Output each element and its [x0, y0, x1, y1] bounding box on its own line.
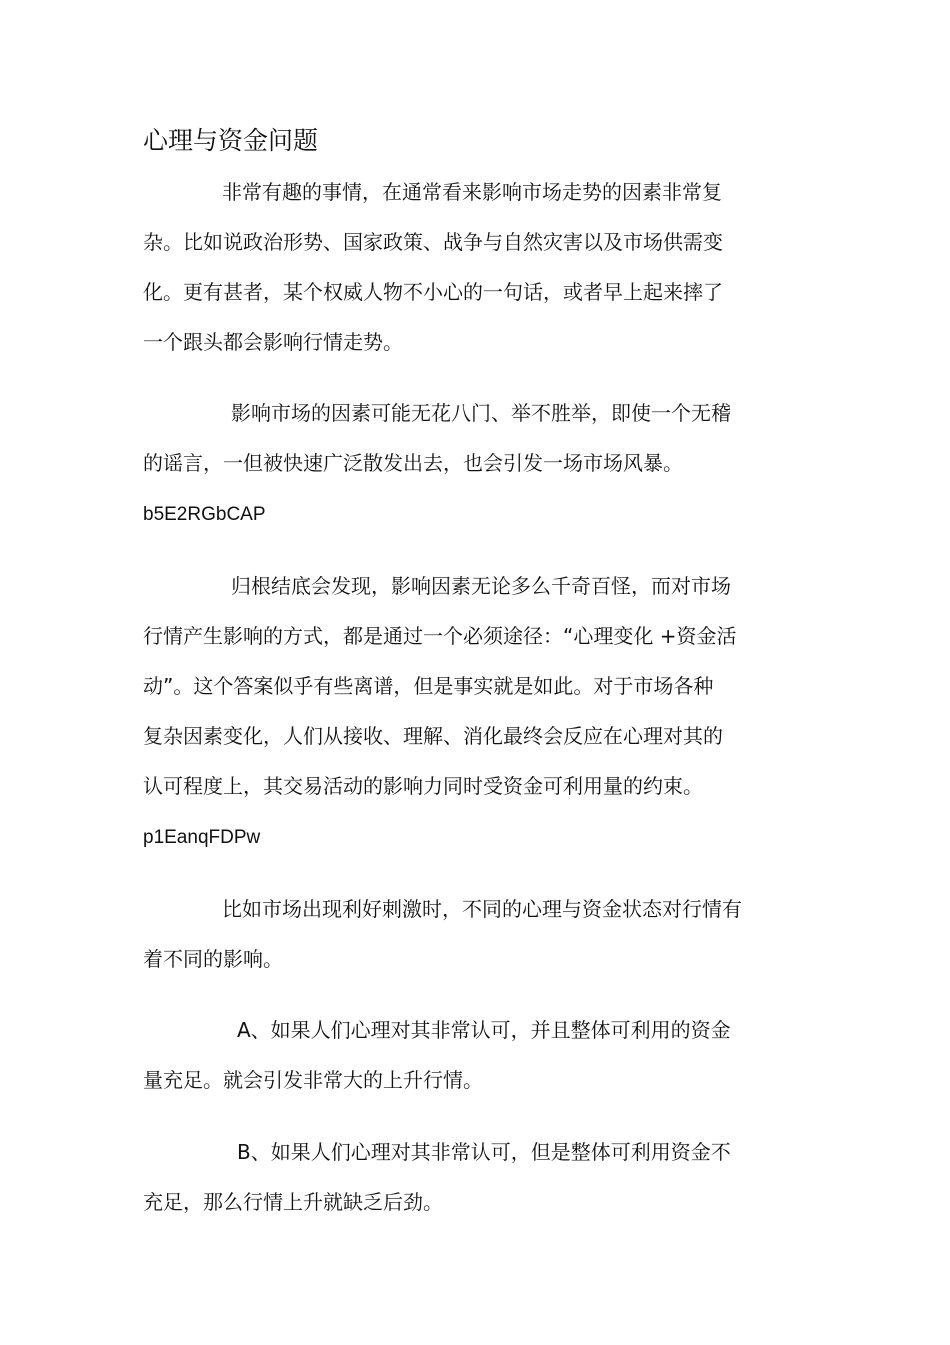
paragraph-6-line-1: B、如果人们心理对其非常认可，但是整体可利用资金不: [237, 1140, 731, 1164]
paragraph-4-line-1: 比如市场出现利好刺激时，不同的心理与资金状态对行情有: [222, 897, 742, 921]
paragraph-5-line-1: A、如果人们心理对其非常认可，并且整体可利用的资金: [237, 1018, 731, 1042]
paragraph-3-line-2: 行情产生影响的方式，都是通过一个必须途径：“心理变化 +资金活: [143, 624, 737, 648]
paragraph-1-line-1: 非常有趣的事情，在通常看来影响市场走势的因素非常复: [222, 180, 722, 204]
paragraph-2-line-2: 的谣言，一但被快速广泛散发出去，也会引发一场市场风暴。: [143, 451, 683, 475]
paragraph-1-line-2: 杂。比如说政治形势、国家政策、战争与自然灾害以及市场供需变: [143, 230, 723, 254]
paragraph-3-line-3: 动”。这个答案似乎有些离谱，但是事实就是如此。对于市场各种: [143, 674, 714, 698]
document-title: 心理与资金问题: [143, 126, 319, 155]
paragraph-3-line-4: 复杂因素变化，人们从接收、理解、消化最终会反应在心理对其的: [143, 724, 723, 748]
paragraph-3-line-1: 归根结底会发现，影响因素无论多么千奇百怪，而对市场: [231, 574, 731, 598]
paragraph-2-line-1: 影响市场的因素可能无花八门、举不胜举，即使一个无稽: [231, 401, 731, 425]
paragraph-3-code: p1EanqFDPw: [143, 827, 261, 848]
paragraph-4-line-2: 着不同的影响。: [143, 947, 283, 971]
paragraph-6-line-2: 充足，那么行情上升就缺乏后劲。: [143, 1190, 443, 1214]
paragraph-2-code: b5E2RGbCAP: [143, 504, 266, 525]
paragraph-5-line-2: 量充足。就会引发非常大的上升行情。: [143, 1068, 483, 1092]
paragraph-3-line-5: 认可程度上，其交易活动的影响力同时受资金可利用量的约束。: [143, 774, 703, 798]
paragraph-1-line-4: 一个跟头都会影响行情走势。: [143, 330, 403, 354]
paragraph-1-line-3: 化。更有甚者，某个权威人物不小心的一句话，或者早上起来摔了: [143, 280, 723, 304]
